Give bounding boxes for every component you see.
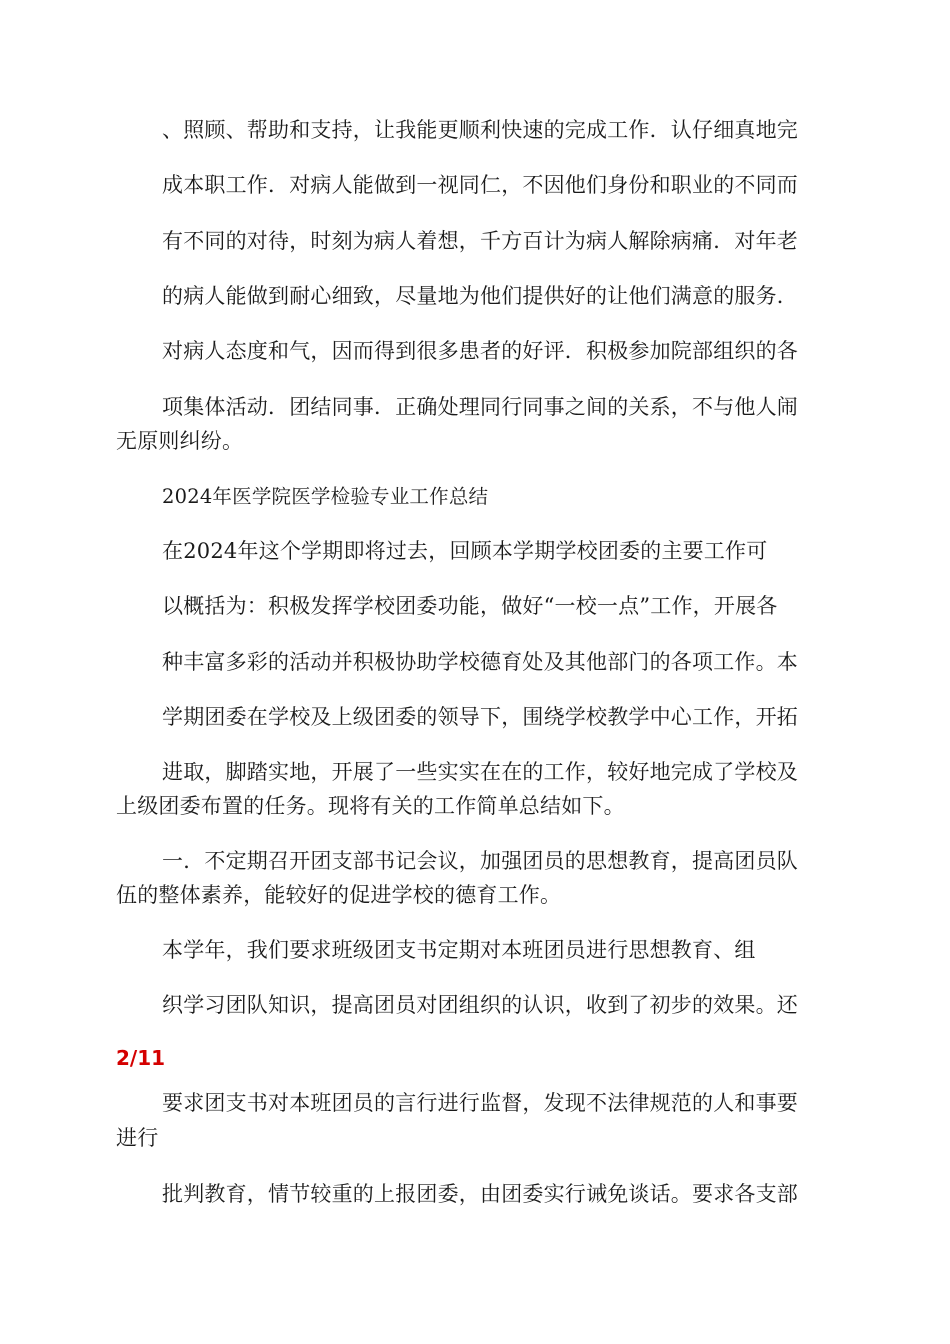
- paragraph-line-1: 、照顾、帮助和支持，让我能更顺利快速的完成工作．认仔细真地完: [162, 118, 798, 142]
- paragraph-line-2: 成本职工作．对病人能做到一视同仁，不因他们身份和职业的不同而: [162, 173, 798, 197]
- paragraph-line-19: 进行: [116, 1126, 159, 1150]
- paragraph-line-6: 项集体活动．团结同事．正确处理同行同事之间的关系，不与他人闹: [162, 395, 798, 419]
- paragraph-line-15: 伍的整体素养，能较好的促进学校的德育工作。: [116, 883, 562, 907]
- paragraph-line-7: 无原则纠纷。: [116, 429, 244, 453]
- paragraph-line-11: 学期团委在学校及上级团委的领导下，围绕学校教学中心工作，开拓: [162, 705, 798, 729]
- paragraph-line-13: 上级团委布置的任务。现将有关的工作简单总结如下。: [116, 794, 625, 818]
- paragraph-line-4: 的病人能做到耐心细致，尽量地为他们提供好的让他们满意的服务．: [162, 284, 798, 308]
- paragraph-line-17: 织学习团队知识，提高团员对团组织的认识，收到了初步的效果。还: [162, 993, 798, 1017]
- paragraph-line-18: 要求团支书对本班团员的言行进行监督，发现不法律规范的人和事要: [162, 1091, 798, 1115]
- paragraph-line-20: 批判教育，情节较重的上报团委，由团委实行诫免谈话。要求各支部: [162, 1182, 798, 1206]
- page-number: 2/11: [116, 1046, 166, 1070]
- section-title: 2024年医学院医学检验专业工作总结: [162, 485, 489, 508]
- paragraph-line-10: 种丰富多彩的活动并积极协助学校德育处及其他部门的各项工作。本: [162, 650, 798, 674]
- paragraph-line-16: 本学年，我们要求班级团支书定期对本班团员进行思想教育、组: [162, 938, 756, 962]
- paragraph-line-12: 进取，脚踏实地，开展了一些实实在在的工作，较好地完成了学校及: [162, 760, 798, 784]
- paragraph-line-8: 在2024年这个学期即将过去，回顾本学期学校团委的主要工作可: [162, 539, 768, 563]
- paragraph-line-3: 有不同的对待，时刻为病人着想，千方百计为病人解除病痛．对年老: [162, 229, 798, 253]
- paragraph-line-5: 对病人态度和气，因而得到很多患者的好评．积极参加院部组织的各: [162, 339, 798, 363]
- paragraph-line-9: 以概括为：积极发挥学校团委功能，做好“一校一点”工作，开展各: [162, 594, 778, 618]
- paragraph-line-14: 一．不定期召开团支部书记会议，加强团员的思想教育，提高团员队: [162, 849, 798, 873]
